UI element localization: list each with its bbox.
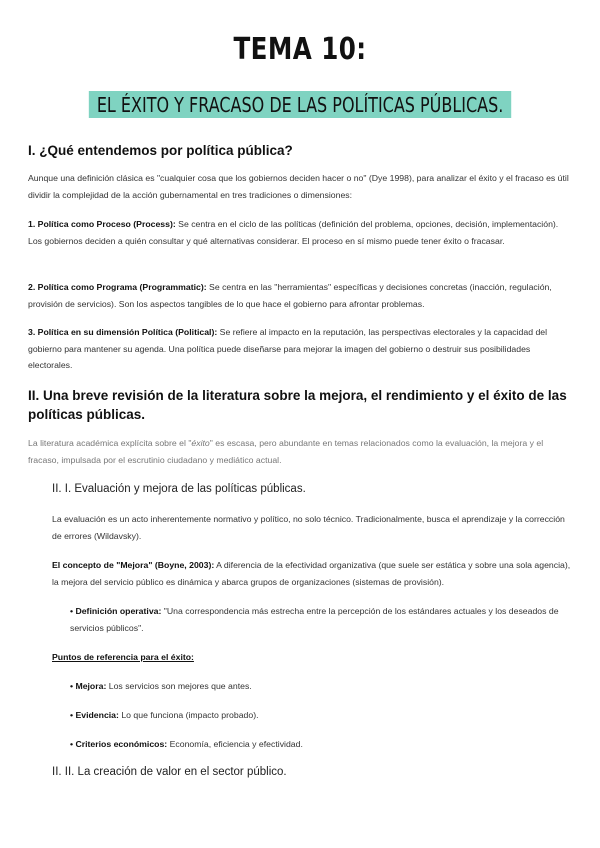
- section-1-item-political: [28, 324, 574, 374]
- item-label: 2. Política como Programa (Programmatic):: [28, 282, 207, 292]
- item-text: Se refiere al impacto en la reputación, las perspectivas electorales y la capacidad del gobierno para mantener su agenda. Una política puede diseñarse para mejorar la imagen del gobierno o destruir sus posibilidades electorales.: [28, 327, 548, 370]
- mejora-label: El concepto de "Mejora" (Boyne, 2003):: [52, 560, 215, 570]
- intro-text-b: " es escasa, pero abundante en temas relacionados como la evaluación, la mejora y el fracaso, impulsada por el escrutinio ciudadano y mediático actual.: [28, 438, 544, 465]
- section-1-intro: Aunque una definición clásica es "cualquier cosa que los gobiernos deciden hacer o no" (Dye 1998), para analizar el éxito y el fracaso es útil dividir la complejidad de la acción gubernamental en tres tradiciones o dimensiones:: [28, 173, 569, 200]
- section-2-intro: [28, 435, 574, 468]
- ref-heading: [52, 649, 574, 666]
- section-1-heading: I. ¿Qué entendemos por política pública?: [28, 143, 293, 158]
- definition-operativa: [70, 603, 570, 636]
- mejora-text: A diferencia de la efectividad organizativa (que suele ser estática y sobre una sola agencia), la mejora del servicio público es dinámica y abarca grupos de organizaciones (sistemas de provisión).: [52, 560, 571, 587]
- item-label: 3. Política en su dimensión Política (Political):: [28, 327, 218, 337]
- ref-item-mejora: [70, 678, 570, 695]
- intro-emphasis: éxito: [191, 438, 210, 448]
- item-label: 1. Política como Proceso (Process):: [28, 219, 176, 229]
- ref-item-evidencia: [70, 707, 570, 724]
- item-text: Se centra en las "herramientas" específicas y decisiones concretas (inacción, regulación, provisión de servicios). Son los aspectos tangibles de lo que hace el gobierno para afrontar problemas.: [28, 282, 552, 309]
- ref-label: • Mejora:: [70, 681, 107, 691]
- section-2-heading: II. Una breve revisión de la literatura sobre la mejora, el rendimiento y el éxito de las políticas públicas.: [28, 388, 567, 422]
- item-text: Se centra en el ciclo de las políticas (definición del problema, opciones, decisión, implementación). Los gobiernos deciden a quién consultar y qué alternativas considerar. El proceso en sí mismo puede tener éxito o fracasar.: [28, 219, 559, 246]
- subsection-2-1-para: La evaluación es un acto inherentemente normativo y político, no solo técnico. Tradicionalmente, busca el aprendizaje y la corrección de errores (Wildavsky).: [52, 514, 565, 541]
- page-title: TEMA 10:: [233, 32, 367, 67]
- ref-label: • Evidencia:: [70, 710, 119, 720]
- mejora-concept: [52, 557, 574, 590]
- subtitle-container: [0, 91, 600, 118]
- ref-item-criterios: [70, 736, 570, 753]
- ref-text: Lo que funciona (impacto probado).: [118, 710, 259, 720]
- section-1-item-program: [28, 279, 574, 312]
- ref-text: Los servicios son mejores que antes.: [106, 681, 252, 691]
- def-text: "Una correspondencia más estrecha entre la percepción de los estándares actuales y los deseados de servicios públicos".: [70, 606, 559, 633]
- ref-heading-text: Puntos de referencia para el éxito:: [52, 652, 194, 662]
- subsection-2-1-heading: II. I. Evaluación y mejora de las políticas públicas.: [52, 483, 306, 495]
- subsection-2-2-heading: II. II. La creación de valor en el sector público.: [52, 766, 287, 778]
- intro-text-a: La literatura académica explícita sobre el ": [28, 438, 192, 448]
- ref-label: • Criterios económicos:: [70, 739, 168, 749]
- page-subtitle: EL ÉXITO Y FRACASO DE LAS POLÍTICAS PÚBLICAS.: [89, 91, 512, 118]
- section-1-item-process: [28, 216, 574, 249]
- ref-text: Economía, eficiencia y efectividad.: [167, 739, 303, 749]
- def-label: • Definición operativa:: [70, 606, 162, 616]
